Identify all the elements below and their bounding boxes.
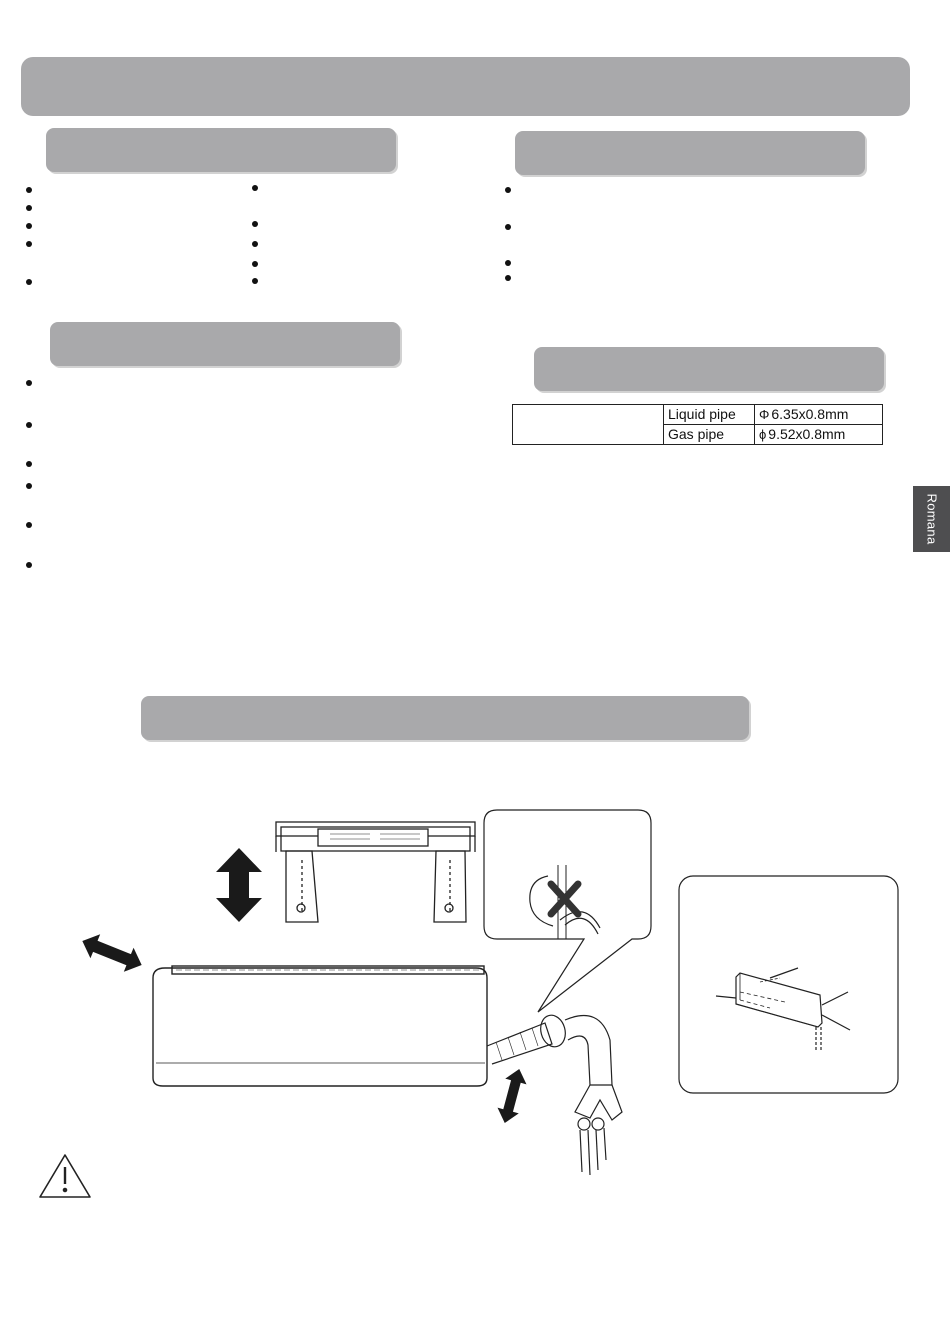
callout-bubble: [484, 810, 651, 1012]
language-tab-label: Romana: [924, 493, 939, 545]
pipe-bundle: [487, 1012, 622, 1175]
diameter-symbol: Φ: [759, 407, 770, 422]
pipe-detail-box: [679, 876, 898, 1093]
mounting-plate: [276, 822, 475, 922]
warning-triangle-icon: [40, 1155, 90, 1197]
pipe-size-value: 9.52x0.8mm: [768, 426, 846, 442]
double-arrow-icon: [216, 848, 262, 922]
double-arrow-icon: [494, 1066, 530, 1126]
double-arrow-icon: [77, 929, 146, 977]
diameter-symbol: ϕ: [759, 427, 767, 442]
indoor-unit: [153, 966, 487, 1086]
pipe-size-value: 6.35x0.8mm: [771, 406, 849, 422]
table-cell-pipe-name: Gas pipe: [664, 425, 755, 445]
table-cell-pipe-name: Liquid pipe: [664, 405, 755, 425]
